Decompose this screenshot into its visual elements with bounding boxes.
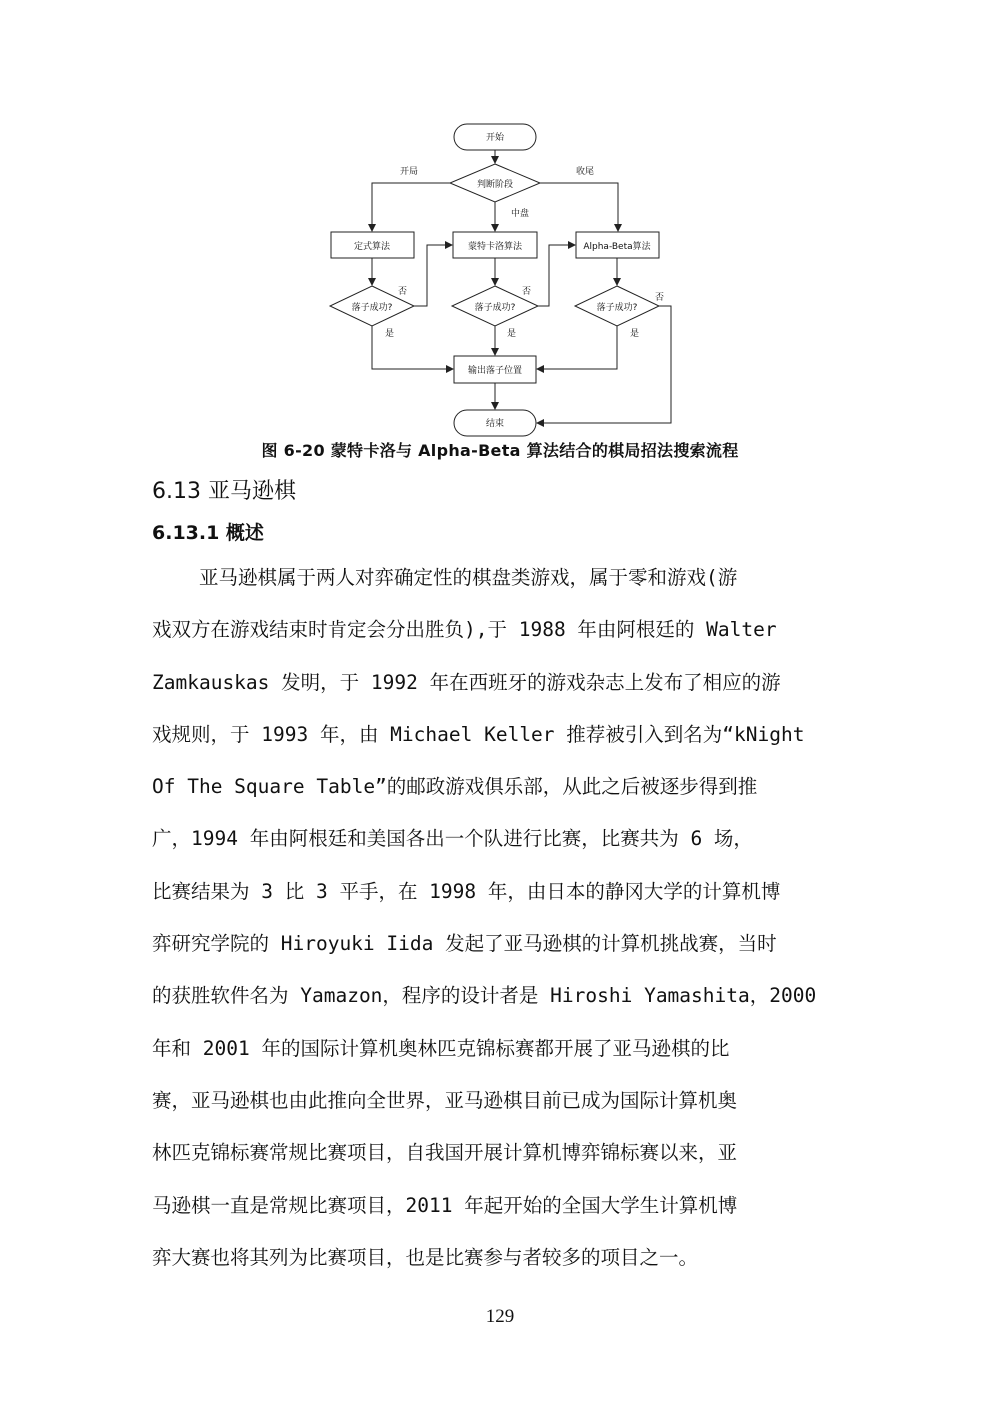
body-paragraph: [152, 552, 852, 1284]
edge-no-1: [414, 245, 452, 306]
svg-text:Alpha-Beta算法: Alpha-Beta算法: [583, 242, 651, 252]
ab-algo-node: [576, 232, 659, 258]
start-node: [454, 124, 536, 150]
svg-text:落子成功?: 落子成功?: [474, 303, 516, 313]
paragraph-line: Zamkauskas 发明，于 1992 年在西班牙的游戏杂志上发布了相应的游: [152, 670, 781, 694]
success-decision-3: [575, 286, 659, 326]
svg-text:定式算法: 定式算法: [353, 242, 391, 252]
edge-ending: [540, 183, 618, 231]
paragraph-line: 戏双方在游戏结束时肯定会分出胜负),于 1988 年由阿根廷的 Walter: [152, 618, 777, 642]
section-title: 6.13 亚马逊棋: [152, 479, 296, 504]
paragraph-line: 赛，亚马逊棋也由此推向全世界，亚马逊棋目前已成为国际计算机奥: [152, 1088, 738, 1112]
paragraph-line: 弈大赛也将其列为比赛项目，也是比赛参与者较多的项目之一。: [152, 1245, 699, 1269]
mcts-algo-node: [453, 232, 537, 258]
edge-label-ending: 收尾: [576, 167, 595, 177]
edge-label-yes-2: 是: [507, 329, 517, 339]
output-node: [454, 356, 536, 383]
edge-label-opening: 开局: [400, 167, 419, 177]
paragraph-line: 亚马逊棋属于两人对弈确定性的棋盘类游戏，属于零和游戏(游: [152, 566, 738, 589]
paragraph-line: 戏规则，于 1993 年，由 Michael Keller 推荐被引入到名为“kNight: [152, 722, 805, 746]
edge-label-middle: 中盘: [511, 209, 530, 219]
subsection-title: 6.13.1 概述: [152, 522, 264, 544]
flowchart: [0, 0, 1000, 440]
edge-no-2: [538, 245, 575, 306]
edge-no-3: [537, 306, 671, 423]
paragraph-line: 比赛结果为 3 比 3 平手，在 1998 年，由日本的静冈大学的计算机博: [152, 879, 781, 903]
svg-text:落子成功?: 落子成功?: [351, 303, 393, 313]
end-node: [454, 410, 536, 436]
decide-stage-node: [450, 164, 540, 202]
paragraph-line: 年和 2001 年的国际计算机奥林匹克锦标赛都开展了亚马逊棋的比: [152, 1036, 730, 1060]
paragraph-line: 广，1994 年由阿根廷和美国各出一个队进行比赛，比赛共为 6 场，: [152, 827, 753, 851]
svg-text:蒙特卡洛算法: 蒙特卡洛算法: [467, 242, 523, 252]
paragraph-line: 林匹克锦标赛常规比赛项目，自我国开展计算机博弈锦标赛以来，亚: [152, 1141, 738, 1165]
figure-caption: 图 6-20 蒙特卡洛与 Alpha-Beta 算法结合的棋局招法搜索流程: [261, 441, 739, 460]
paragraph-line: 弈研究学院的 Hiroyuki Iida 发起了亚马逊棋的计算机挑战赛，当时: [152, 932, 777, 956]
edge-label-no-2: 否: [522, 287, 532, 297]
svg-text:输出落子位置: 输出落子位置: [467, 366, 523, 376]
page-number: 129: [485, 1306, 515, 1327]
edge-label-yes-3: 是: [630, 329, 640, 339]
edge-yes-3: [537, 326, 617, 369]
edge-opening: [372, 183, 450, 231]
paragraph-line: 马逊棋一直是常规比赛项目，2011 年起开始的全国大学生计算机博: [152, 1193, 738, 1217]
edge-label-yes-1: 是: [385, 329, 395, 339]
svg-text:结束: 结束: [485, 419, 505, 429]
svg-text:判断阶段: 判断阶段: [476, 180, 514, 190]
svg-text:开始: 开始: [485, 133, 505, 143]
paragraph-line: Of The Square Table”的邮政游戏俱乐部，从此之后被逐步得到推: [152, 775, 758, 799]
edge-label-no-1: 否: [398, 287, 408, 297]
paragraph-line: 的获胜软件名为 Yamazon，程序的设计者是 Hiroshi Yamashita，2000: [152, 984, 817, 1008]
svg-text:落子成功?: 落子成功?: [596, 303, 638, 313]
edge-label-no-3: 否: [655, 293, 665, 303]
fixed-algo-node: [331, 232, 414, 258]
